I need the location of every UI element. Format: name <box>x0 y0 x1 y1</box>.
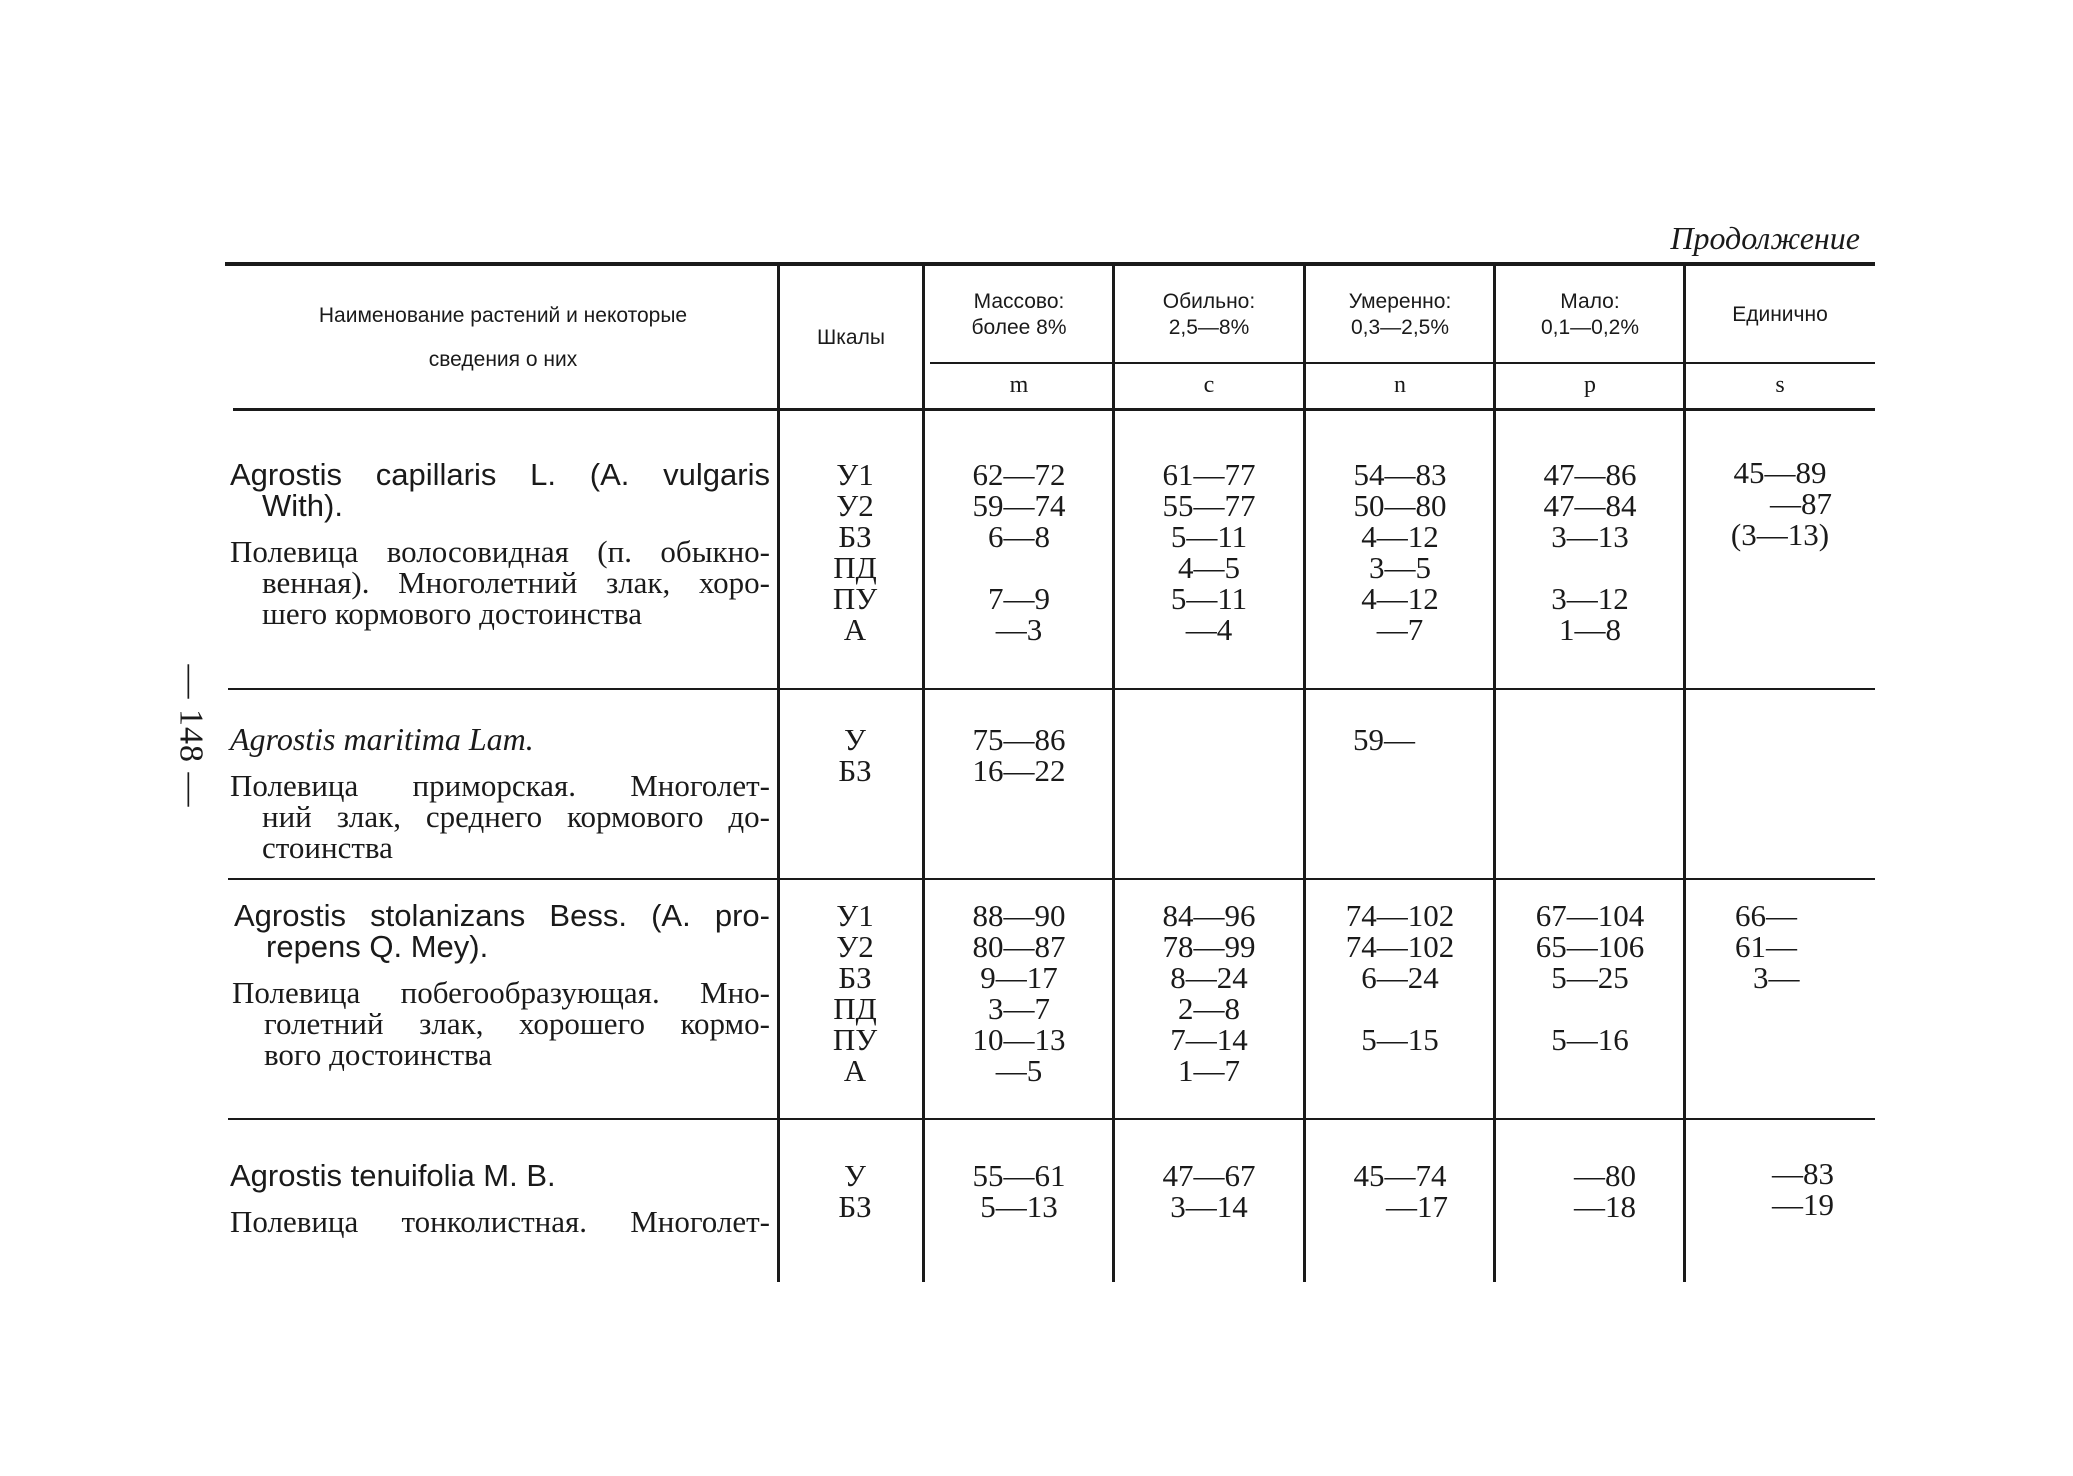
row3-n-1: 74—102 <box>1345 898 1455 933</box>
row1-scale-2: У2 <box>836 488 874 523</box>
row2-m-1: 75—86 <box>972 722 1066 757</box>
row2-desc-line3: стоинства <box>262 830 393 865</box>
row1-col-m <box>926 459 1112 645</box>
header-scales-label: Шкалы <box>817 325 885 349</box>
row3-p-1: 67—104 <box>1535 898 1645 933</box>
row2-desc-line2: ний злак, среднего кормового до- <box>262 799 770 834</box>
row3-p-3: 5—25 <box>1551 960 1629 995</box>
row1-scale-4: ПД <box>833 550 877 585</box>
row1-desc-line3: шего кормового достоинства <box>262 596 642 631</box>
continuation-label: Продолжение <box>1670 220 1860 256</box>
row3-p-2: 65—106 <box>1535 929 1645 964</box>
row2-col-m <box>926 724 1112 786</box>
row1-scale-5: ПУ <box>832 581 878 616</box>
header-plant-name-line1: Наименование растений и некоторые <box>318 303 688 327</box>
row1-c-1: 61—77 <box>1162 457 1256 492</box>
row3-m-2: 80—87 <box>972 929 1066 964</box>
row4-s-2: —19 <box>1772 1187 1834 1222</box>
row1-p-6: 1—8 <box>1559 612 1621 647</box>
row1-c-6: —4 <box>1185 612 1233 647</box>
row1-latin-line2: With). <box>262 488 343 523</box>
col-rule-3 <box>1112 266 1115 1282</box>
row3-c-5: 7—14 <box>1170 1022 1248 1057</box>
row1-m-6: —3 <box>995 612 1043 647</box>
row4-latin-line1: Agrostis tenuifolia M. B. <box>230 1158 556 1193</box>
row1-scale-6: А <box>843 612 867 647</box>
row3-n-3: 6—24 <box>1361 960 1439 995</box>
row2-p-1 <box>1497 724 1683 755</box>
row3-s-6 <box>1687 1055 1873 1086</box>
row1-s-2: —87 <box>1770 486 1832 521</box>
row3-col-n <box>1307 900 1493 1086</box>
col-rule-6 <box>1683 266 1686 1282</box>
row3-desc-line1: Полевица побегообразующая. Мно- <box>232 975 770 1010</box>
row2-n-2 <box>1307 755 1493 786</box>
row1-col-s <box>1687 457 1873 643</box>
header-obilno-line2: 2,5—8% <box>1168 316 1250 339</box>
header-scales <box>781 270 921 406</box>
row3-s-4 <box>1687 993 1873 1024</box>
header-umerenno <box>1307 270 1493 360</box>
row1-c-4: 4—5 <box>1178 550 1240 585</box>
row2-c-1 <box>1116 724 1302 755</box>
row3-scale-2: У2 <box>836 929 874 964</box>
row4-scale-1: У <box>844 1158 866 1193</box>
row1-n-6: —7 <box>1376 612 1424 647</box>
row3-description <box>232 977 770 1070</box>
row3-m-3: 9—17 <box>980 960 1058 995</box>
row3-s-3: 3— <box>1753 960 1800 995</box>
row3-col-c <box>1116 900 1302 1086</box>
row3-s-2: 61— <box>1735 929 1797 964</box>
row1-s-5 <box>1687 581 1873 612</box>
header-plant-name-line2: сведения о них <box>428 348 578 371</box>
row1-p-1: 47—86 <box>1543 457 1637 492</box>
row1-n-1: 54—83 <box>1353 457 1447 492</box>
row1-m-4 <box>926 552 1112 583</box>
row1-n-2: 50—80 <box>1353 488 1447 523</box>
row4-col-s <box>1687 1158 1873 1220</box>
row3-desc-line2: голетний злак, хорошего кормо- <box>264 1006 770 1041</box>
row2-c-2 <box>1116 755 1302 786</box>
row4-n-1: 45—74 <box>1353 1158 1447 1193</box>
col-rule-2 <box>922 266 925 1282</box>
row-separator-3 <box>228 1118 1875 1120</box>
row1-n-5: 4—12 <box>1361 581 1439 616</box>
header-massovo-line2: более 8% <box>971 316 1067 339</box>
row1-m-3: 6—8 <box>988 519 1050 554</box>
row3-c-2: 78—99 <box>1162 929 1256 964</box>
header-umerenno-line1: Умеренно: <box>1348 289 1452 313</box>
row4-m-2: 5—13 <box>980 1189 1058 1224</box>
row2-scales <box>800 724 910 786</box>
header-plant-name <box>233 270 773 406</box>
row1-p-5: 3—12 <box>1551 581 1629 616</box>
header-letter-s: s <box>1775 372 1785 398</box>
row4-col-m <box>926 1160 1112 1222</box>
row1-n-4: 3—5 <box>1369 550 1431 585</box>
row1-scale-1: У1 <box>836 457 874 492</box>
row3-scales <box>800 900 910 1086</box>
row1-s-4 <box>1687 550 1873 581</box>
row4-col-n <box>1307 1160 1493 1222</box>
row4-desc-line1: Полевица тонколистная. Многолет- <box>230 1204 770 1239</box>
row4-n-2: —17 <box>1386 1189 1448 1224</box>
row3-p-5: 5—16 <box>1551 1022 1629 1057</box>
row3-c-6: 1—7 <box>1178 1053 1240 1088</box>
row4-s-1: —83 <box>1772 1156 1834 1191</box>
row1-m-2: 59—74 <box>972 488 1066 523</box>
row3-n-5: 5—15 <box>1361 1022 1439 1057</box>
header-letter-n: n <box>1394 372 1406 398</box>
row1-description <box>230 536 770 629</box>
col-rule-4 <box>1303 266 1306 1282</box>
row1-scale-3: БЗ <box>838 519 872 554</box>
row2-n-1: 59— <box>1353 722 1415 757</box>
table-top-rule <box>225 262 1875 266</box>
row4-description <box>230 1206 770 1237</box>
row4-c-1: 47—67 <box>1162 1158 1256 1193</box>
row3-p-4 <box>1497 993 1683 1024</box>
row3-scale-1: У1 <box>836 898 874 933</box>
row1-desc-line1: Полевица волосовидная (п. обыкно- <box>230 534 770 569</box>
row3-desc-line3: вого достоинства <box>264 1037 493 1072</box>
row2-col-n <box>1307 724 1493 786</box>
row1-scales <box>800 459 910 645</box>
header-obilno-line1: Обильно: <box>1162 289 1256 313</box>
row4-c-2: 3—14 <box>1170 1189 1248 1224</box>
row1-s-3: (3—13) <box>1730 517 1830 552</box>
row1-p-3: 3—13 <box>1551 519 1629 554</box>
row2-col-c <box>1116 724 1302 786</box>
row1-col-n <box>1307 459 1493 645</box>
header-malo-line2: 0,1—0,2% <box>1540 316 1640 339</box>
row-separator-1 <box>228 688 1875 690</box>
row4-scale-2: БЗ <box>838 1189 872 1224</box>
page-number-text: — 148 — <box>172 664 209 808</box>
row2-desc-line1: Полевица приморская. Многолет- <box>230 768 770 803</box>
header-edinichno <box>1687 270 1873 360</box>
header-letter-p: p <box>1584 372 1596 398</box>
row3-scale-5: ПУ <box>832 1022 878 1057</box>
row3-c-4: 2—8 <box>1178 991 1240 1026</box>
page-number <box>154 666 226 806</box>
row2-col-s <box>1687 724 1873 786</box>
row1-m-5: 7—9 <box>988 581 1050 616</box>
header-letter-c: c <box>1203 372 1215 398</box>
row3-scale-4: ПД <box>833 991 877 1026</box>
row3-p-6 <box>1497 1055 1683 1086</box>
row3-latin-line2: repens Q. Mey). <box>266 929 489 964</box>
row3-c-1: 84—96 <box>1162 898 1256 933</box>
row3-latin-line1: Agrostis stolanizans Bess. (A. pro- <box>234 898 770 933</box>
row4-scales <box>800 1160 910 1222</box>
row1-p-4 <box>1497 552 1683 583</box>
header-massovo <box>926 270 1112 360</box>
col-rule-1 <box>777 266 780 1282</box>
row1-s-6 <box>1687 612 1873 643</box>
row3-m-6: —5 <box>995 1053 1043 1088</box>
header-umerenno-line2: 0,3—2,5% <box>1350 316 1450 339</box>
header-massovo-line1: Массово: <box>973 289 1065 313</box>
header-bottom-rule <box>233 408 1875 411</box>
row3-m-5: 10—13 <box>972 1022 1066 1057</box>
header-obilno <box>1116 270 1302 360</box>
row4-m-1: 55—61 <box>972 1158 1066 1193</box>
header-letter-m: m <box>1009 372 1029 398</box>
row3-col-s <box>1687 900 1873 1086</box>
row2-s-1 <box>1687 724 1873 755</box>
row3-n-4 <box>1307 993 1493 1024</box>
row1-latin-line1: Agrostis capillaris L. (A. vulgaris <box>230 457 770 492</box>
row1-c-5: 5—11 <box>1170 581 1248 616</box>
row2-m-2: 16—22 <box>972 753 1066 788</box>
row4-p-2: —18 <box>1574 1189 1636 1224</box>
row1-s-1: 45—89 <box>1733 455 1827 490</box>
row1-p-2: 47—84 <box>1543 488 1637 523</box>
row1-m-1: 62—72 <box>972 457 1066 492</box>
row2-s-2 <box>1687 755 1873 786</box>
row1-c-2: 55—77 <box>1162 488 1256 523</box>
row1-c-3: 5—11 <box>1170 519 1248 554</box>
header-malo-line1: Мало: <box>1560 289 1620 313</box>
row3-n-6 <box>1307 1055 1493 1086</box>
row3-scale-3: БЗ <box>838 960 872 995</box>
row4-col-p <box>1497 1160 1683 1222</box>
header-edinichno-label: Единично <box>1732 302 1828 326</box>
row3-s-5 <box>1687 1024 1873 1055</box>
row2-latin-line1: Agrostis maritima Lam. <box>230 721 534 757</box>
row-separator-2 <box>228 878 1875 880</box>
row2-scale-2: БЗ <box>838 753 872 788</box>
row1-desc-line2: венная). Многолетний злак, хоро- <box>262 565 770 600</box>
row3-col-p <box>1497 900 1683 1086</box>
row3-s-1: 66— <box>1735 898 1797 933</box>
row1-col-c <box>1116 459 1302 645</box>
row1-n-3: 4—12 <box>1361 519 1439 554</box>
row4-col-c <box>1116 1160 1302 1222</box>
row3-c-3: 8—24 <box>1170 960 1248 995</box>
row3-m-4: 3—7 <box>988 991 1050 1026</box>
row3-m-1: 88—90 <box>972 898 1066 933</box>
row2-description <box>230 770 770 863</box>
header-malo <box>1497 270 1683 360</box>
row2-scale-1: У <box>844 722 866 757</box>
row1-col-p <box>1497 459 1683 645</box>
col-rule-5 <box>1493 266 1496 1282</box>
row2-p-2 <box>1497 755 1683 786</box>
row3-col-m <box>926 900 1112 1086</box>
row4-p-1: —80 <box>1574 1158 1636 1193</box>
row3-n-2: 74—102 <box>1345 929 1455 964</box>
row3-scale-6: А <box>843 1053 867 1088</box>
header-subrule <box>930 362 1875 364</box>
row2-col-p <box>1497 724 1683 786</box>
